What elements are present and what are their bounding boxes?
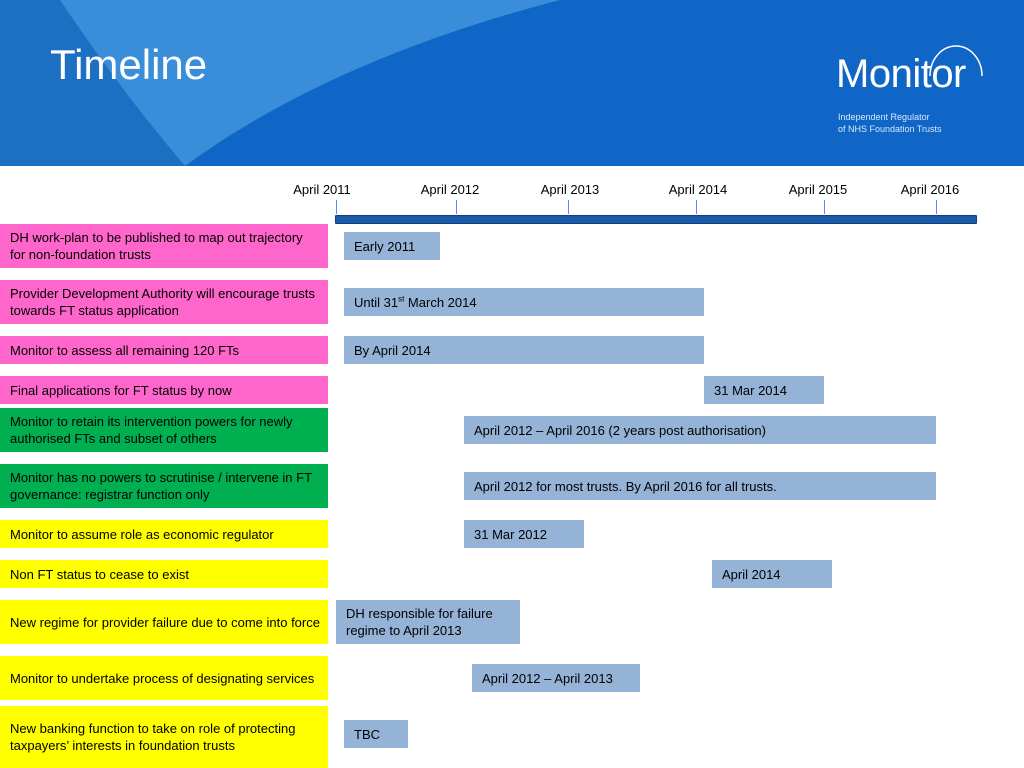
bar-text: TBC: [354, 726, 380, 742]
year-tick: [568, 200, 569, 214]
row-label-banking-function: New banking function to take on role of protecting taxpayers’ interests in foundation trusts: [0, 706, 328, 768]
year-tick: [936, 200, 937, 214]
year-tick: [336, 200, 337, 214]
row-bar-provider-failure-regime: [336, 600, 520, 644]
bar-text: 31 Mar 2012: [474, 526, 547, 542]
monitor-logo: [836, 38, 996, 138]
row-label-final-applications: Final applications for FT status by now: [0, 376, 328, 404]
year-tick: [456, 200, 457, 214]
row-bar-final-applications: [704, 376, 824, 404]
row-label-designating-services: Monitor to undertake process of designating services: [0, 656, 328, 700]
slide-title: Timeline: [50, 41, 208, 88]
row-bar-provider-development-authority: [344, 288, 704, 316]
row-label-economic-regulator: Monitor to assume role as economic regulator: [0, 520, 328, 548]
bar-text: April 2012 for most trusts. By April 2016 for all trusts.: [474, 478, 777, 494]
bar-text: Early 2011: [354, 238, 416, 254]
row-label-dh-work-plan: DH work-plan to be published to map out trajectory for non-foundation trusts: [0, 224, 328, 268]
slide-header: [0, 0, 1024, 166]
row-bar-designating-services: [472, 664, 640, 692]
logo-tagline-line-1: Independent Regulator: [838, 112, 930, 122]
bar-text: By April 2014: [354, 342, 431, 358]
row-bar-banking-function: [344, 720, 408, 748]
row-label-non-ft-status: Non FT status to cease to exist: [0, 560, 328, 588]
year-tick: [696, 200, 697, 214]
bar-text: April 2012 – April 2013: [482, 670, 613, 686]
row-bar-assess-remaining-fts: [344, 336, 704, 364]
year-label-2012: April 2012: [420, 182, 480, 197]
row-label-provider-failure-regime: New regime for provider failure due to come into force: [0, 600, 328, 644]
row-bar-retain-intervention-powers: [464, 416, 936, 444]
logo-wordmark: Monitor: [836, 52, 966, 96]
year-label-2016: April 2016: [900, 182, 960, 197]
bar-text: 31 Mar 2014: [714, 382, 787, 398]
year-label-2013: April 2013: [540, 182, 600, 197]
bar-text: April 2012 – April 2016 (2 years post authorisation): [474, 422, 766, 438]
row-bar-economic-regulator: [464, 520, 584, 548]
row-label-retain-intervention-powers: Monitor to retain its intervention powers for newly authorised FTs and subset of others: [0, 408, 328, 452]
row-label-provider-development-authority: Provider Development Authority will encourage trusts towards FT status application: [0, 280, 328, 324]
year-label-2014: April 2014: [668, 182, 728, 197]
row-label-no-powers-registrar: Monitor has no powers to scrutinise / intervene in FT governance: registrar function only: [0, 464, 328, 508]
row-bar-no-powers-registrar: [464, 472, 936, 500]
bar-text: DH responsible for failure regime to April 2013: [346, 606, 493, 638]
year-tick: [824, 200, 825, 214]
row-label-assess-remaining-fts: Monitor to assess all remaining 120 FTs: [0, 336, 328, 364]
bar-text: April 2014: [722, 566, 781, 582]
year-label-2015: April 2015: [788, 182, 848, 197]
year-label-2011: April 2011: [293, 182, 351, 197]
timeline-axis-bar: [335, 215, 977, 224]
row-bar-non-ft-status: [712, 560, 832, 588]
logo-tagline-line-2: of NHS Foundation Trusts: [838, 124, 942, 134]
bar-text: Until 31st March 2014: [354, 294, 477, 310]
row-bar-dh-work-plan: [344, 232, 440, 260]
